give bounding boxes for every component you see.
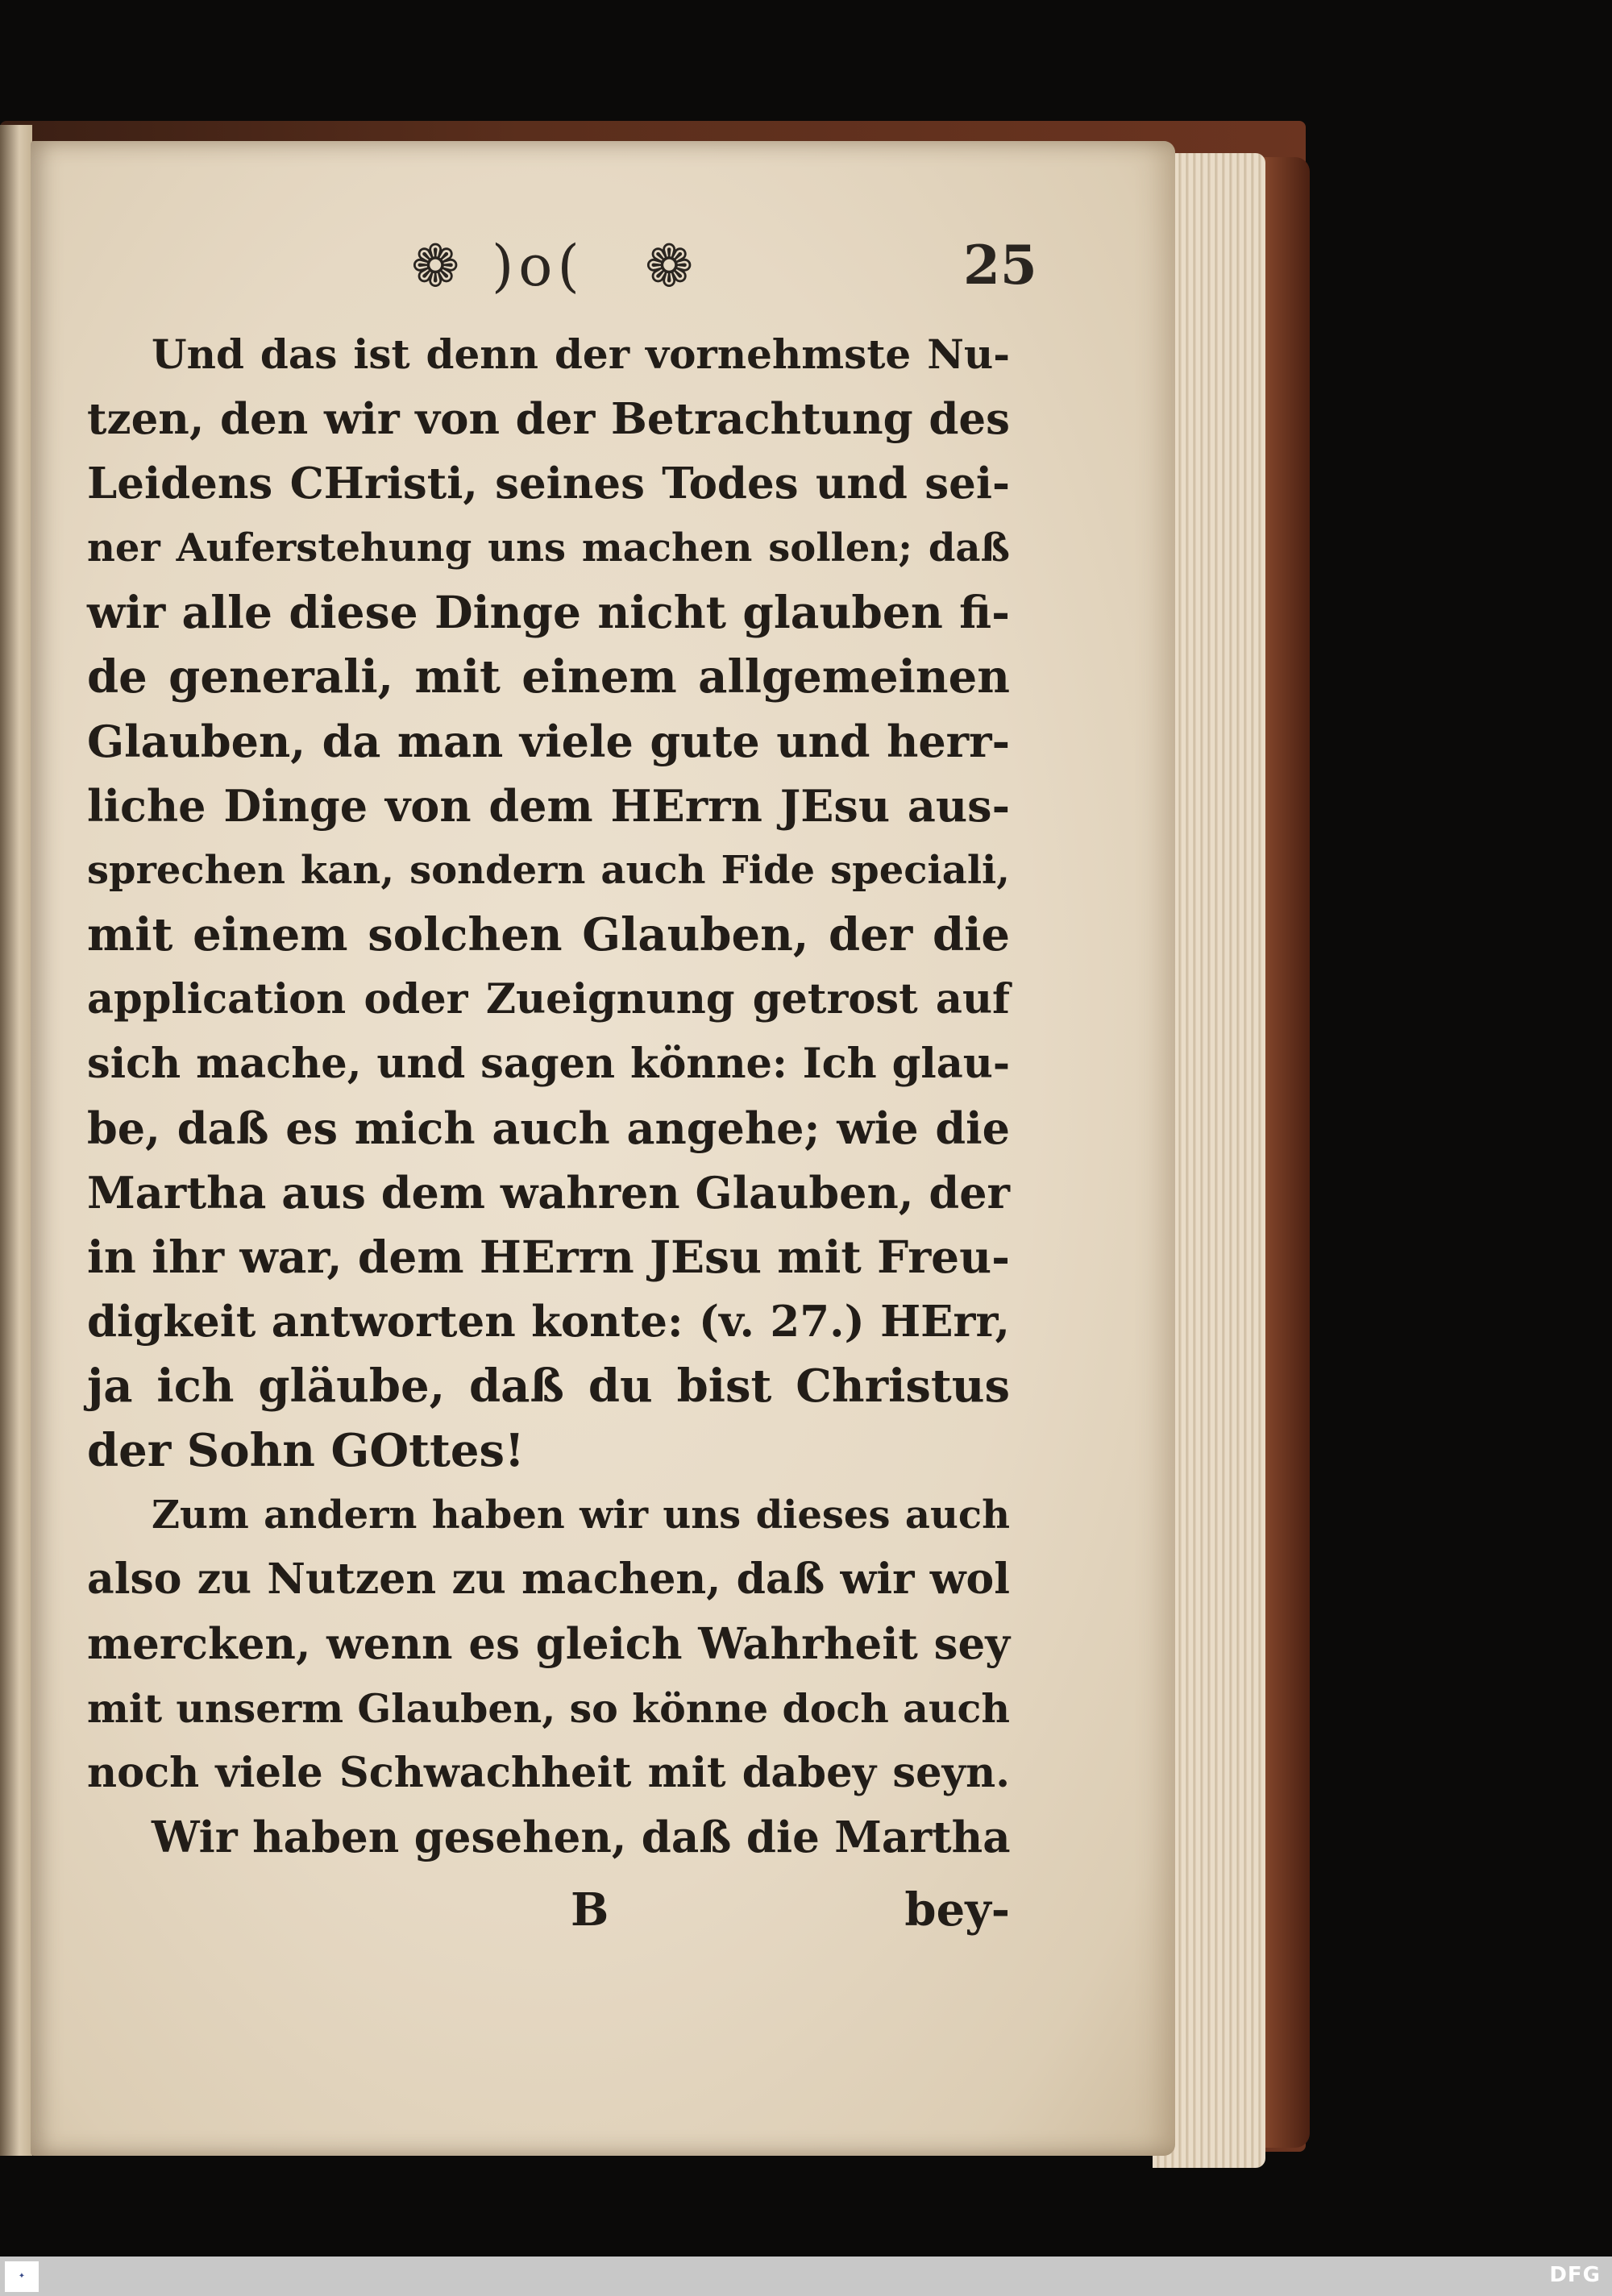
text-line: also zu Nutzen zu machen, daß wir wol (87, 1555, 1010, 1604)
text-line: sich mache, und sagen könne: Ich glau- (87, 1040, 1010, 1088)
text-line: Und das ist denn der vornehmste Nu- (152, 330, 1010, 378)
viewer-bottom-bar (0, 2257, 1612, 2296)
page-footer (87, 1878, 1010, 1942)
page-header (411, 230, 1024, 302)
text-line: digkeit antworten konte: (v. 27.) HErr, (87, 1297, 1010, 1347)
text-line: tzen, den wir von der Betrachtung des (87, 394, 1010, 444)
text-line: noch viele Schwachheit mit dabey seyn. (87, 1749, 1010, 1797)
library-logo-icon: ✦ (5, 2261, 39, 2292)
text-line: be, daß es mich auch angehe; wie die (87, 1102, 1010, 1154)
signature-mark: B (571, 1883, 609, 1937)
text-line: mit unserm Glauben, so könne doch auch (87, 1685, 1010, 1732)
text-line: wir alle diese Dinge nicht glauben fi- (87, 586, 1010, 638)
text-line: sprechen kan, sondern auch Fide speciali, (87, 848, 1010, 893)
text-line: ja ich gläube, daß du bist Christus (87, 1360, 1010, 1413)
body-text (87, 322, 1010, 1870)
left-page-gutter (0, 125, 32, 2156)
header-ornament: )o( (492, 233, 584, 299)
dfg-logo: DFG (1549, 2263, 1601, 2287)
page-number: 25 (963, 234, 1037, 297)
text-line: Martha aus dem wahren Glauben, der (87, 1167, 1010, 1219)
text-line: in ihr war, dem HErrn JEsu mit Freu- (87, 1231, 1010, 1283)
text-line: liche Dinge von dem HErrn JEsu aus- (87, 780, 1010, 832)
text-line: Glauben, da man viele gute und herr- (87, 716, 1010, 767)
text-line: ner Auferstehung uns machen sollen; daß (87, 525, 1010, 571)
flower-ornament-icon: ❁ (645, 232, 694, 300)
text-line: Wir haben gesehen, daß die Martha (152, 1812, 1011, 1862)
text-line: Zum andern haben wir uns dieses auch (152, 1493, 1010, 1538)
flower-ornament-icon: ❁ (411, 232, 460, 300)
text-line: mit einem solchen Glauben, der die (87, 908, 1010, 961)
text-line: der Sohn GOttes! (87, 1424, 525, 1477)
text-line: mercken, wenn es gleich Wahrheit sey (87, 1619, 1010, 1669)
text-line: Leidens CHristi, seines Todes und sei- (87, 459, 1010, 509)
text-line: de generali, mit einem allgemeinen (87, 650, 1010, 704)
text-line: application oder Zueignung getrost auf (87, 975, 1010, 1023)
catchword: bey- (904, 1883, 1010, 1937)
